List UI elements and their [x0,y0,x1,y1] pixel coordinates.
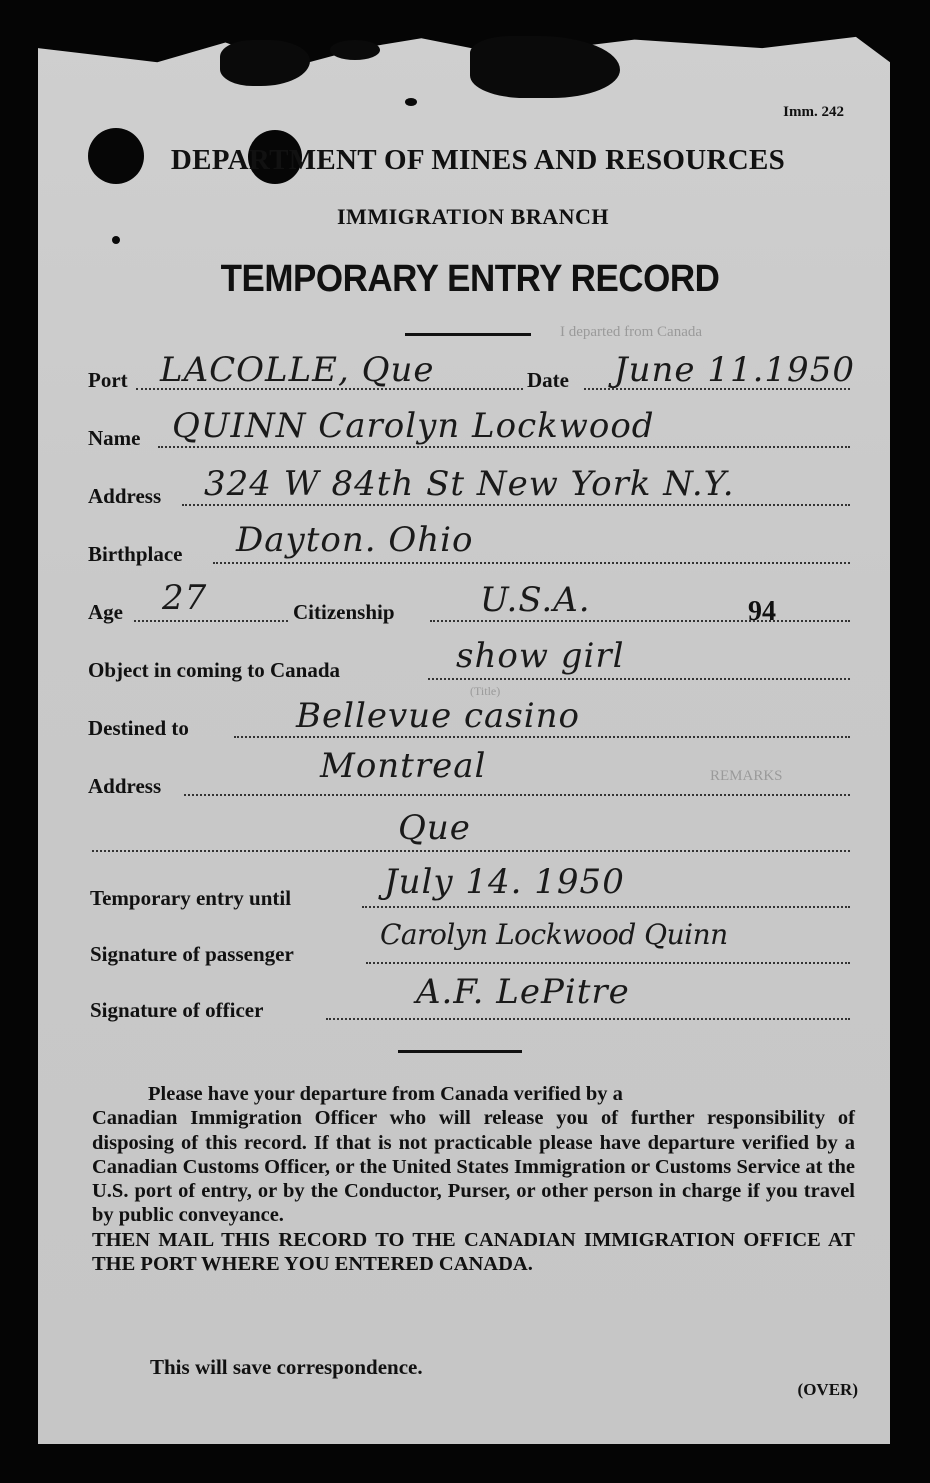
destination-address-value: Montreal [320,746,487,786]
title-hint: (Title) [470,684,501,698]
age-value: 27 [162,578,208,618]
address-value: 324 W 84th St New York N.Y. [204,464,735,504]
name-line [158,446,850,448]
birthplace-label: Birthplace [88,542,183,566]
address-label: Address [88,484,162,508]
destined-line [234,736,850,738]
passenger-signature: Carolyn Lockwood Quinn [380,918,728,951]
passenger-signature-line [366,962,850,964]
object-line [428,678,850,680]
destination-address-line [184,794,850,796]
object-value: show girl [456,636,625,676]
birthplace-value: Dayton. Ohio [236,520,474,560]
ink-dot [405,98,417,106]
instructions-first-line: Please have your departure from Canada verified by a [148,1083,623,1105]
section-rule [398,1050,522,1053]
name-value: QUINN Carolyn Lockwood [172,406,655,446]
bleed-through-text: REMARKS [710,768,783,784]
form-title: TEMPORARY ENTRY RECORD [220,258,720,300]
form-number: Imm. 242 [783,104,844,120]
port-value: LACOLLE, Que [160,350,435,390]
until-value: July 14. 1950 [384,862,625,902]
citizenship-value: U.S.A. [480,580,591,620]
departure-instructions [92,1082,855,1276]
bleed-through-text: I departed from Canada [560,324,703,340]
name-label: Name [88,426,141,450]
object-label: Object in coming to Canada [88,658,340,682]
citizenship-code: 94 [748,596,776,627]
officer-signature-label: Signature of officer [90,998,264,1022]
citizenship-label: Citizenship [293,600,395,624]
instructions-mail-note: THEN MAIL THIS RECORD TO THE CANADIAN IMMIGRATION OFFICE AT THE PORT WHERE YOU ENTERED CANADA. [92,1228,855,1276]
until-label: Temporary entry until [90,886,292,910]
destination-address-label: Address [88,774,162,798]
until-line [362,906,850,908]
citizenship-line [430,620,850,622]
instructions-body: Canadian Immigration Officer who will release you of further responsibility of disposing of this record. If that is not practicable please have departure verified by a Canadian Customs Officer, or the United States Immigration or Customs Service at the U.S. port of entry, or by the Conductor, Purser, or other person in charge if you travel by public conveyance. [92,1107,855,1227]
title-rule [405,333,531,336]
date-value: June 11.1950 [614,350,855,390]
destined-label: Destined to [88,716,189,740]
birthplace-line [213,562,850,564]
officer-signature: A.F. LePitre [416,972,630,1012]
age-line [134,620,288,622]
address-line [182,504,850,506]
top-damage-mark-3 [330,40,380,60]
save-correspondence-note: This will save correspondence. [150,1355,423,1379]
destination-address-value-2: Que [398,808,471,848]
department-heading: DEPARTMENT OF MINES AND RESOURCES [170,144,786,176]
destination-address-line-2 [92,850,850,852]
over-note: (OVER) [797,1380,858,1399]
port-label: Port [88,368,128,392]
passenger-signature-label: Signature of passenger [90,942,294,966]
ink-dot-2 [112,236,120,244]
date-label: Date [527,368,569,392]
age-label: Age [88,600,123,624]
officer-signature-line [326,1018,850,1020]
branch-heading: IMMIGRATION BRANCH [337,204,609,229]
destined-value: Bellevue casino [296,696,581,736]
